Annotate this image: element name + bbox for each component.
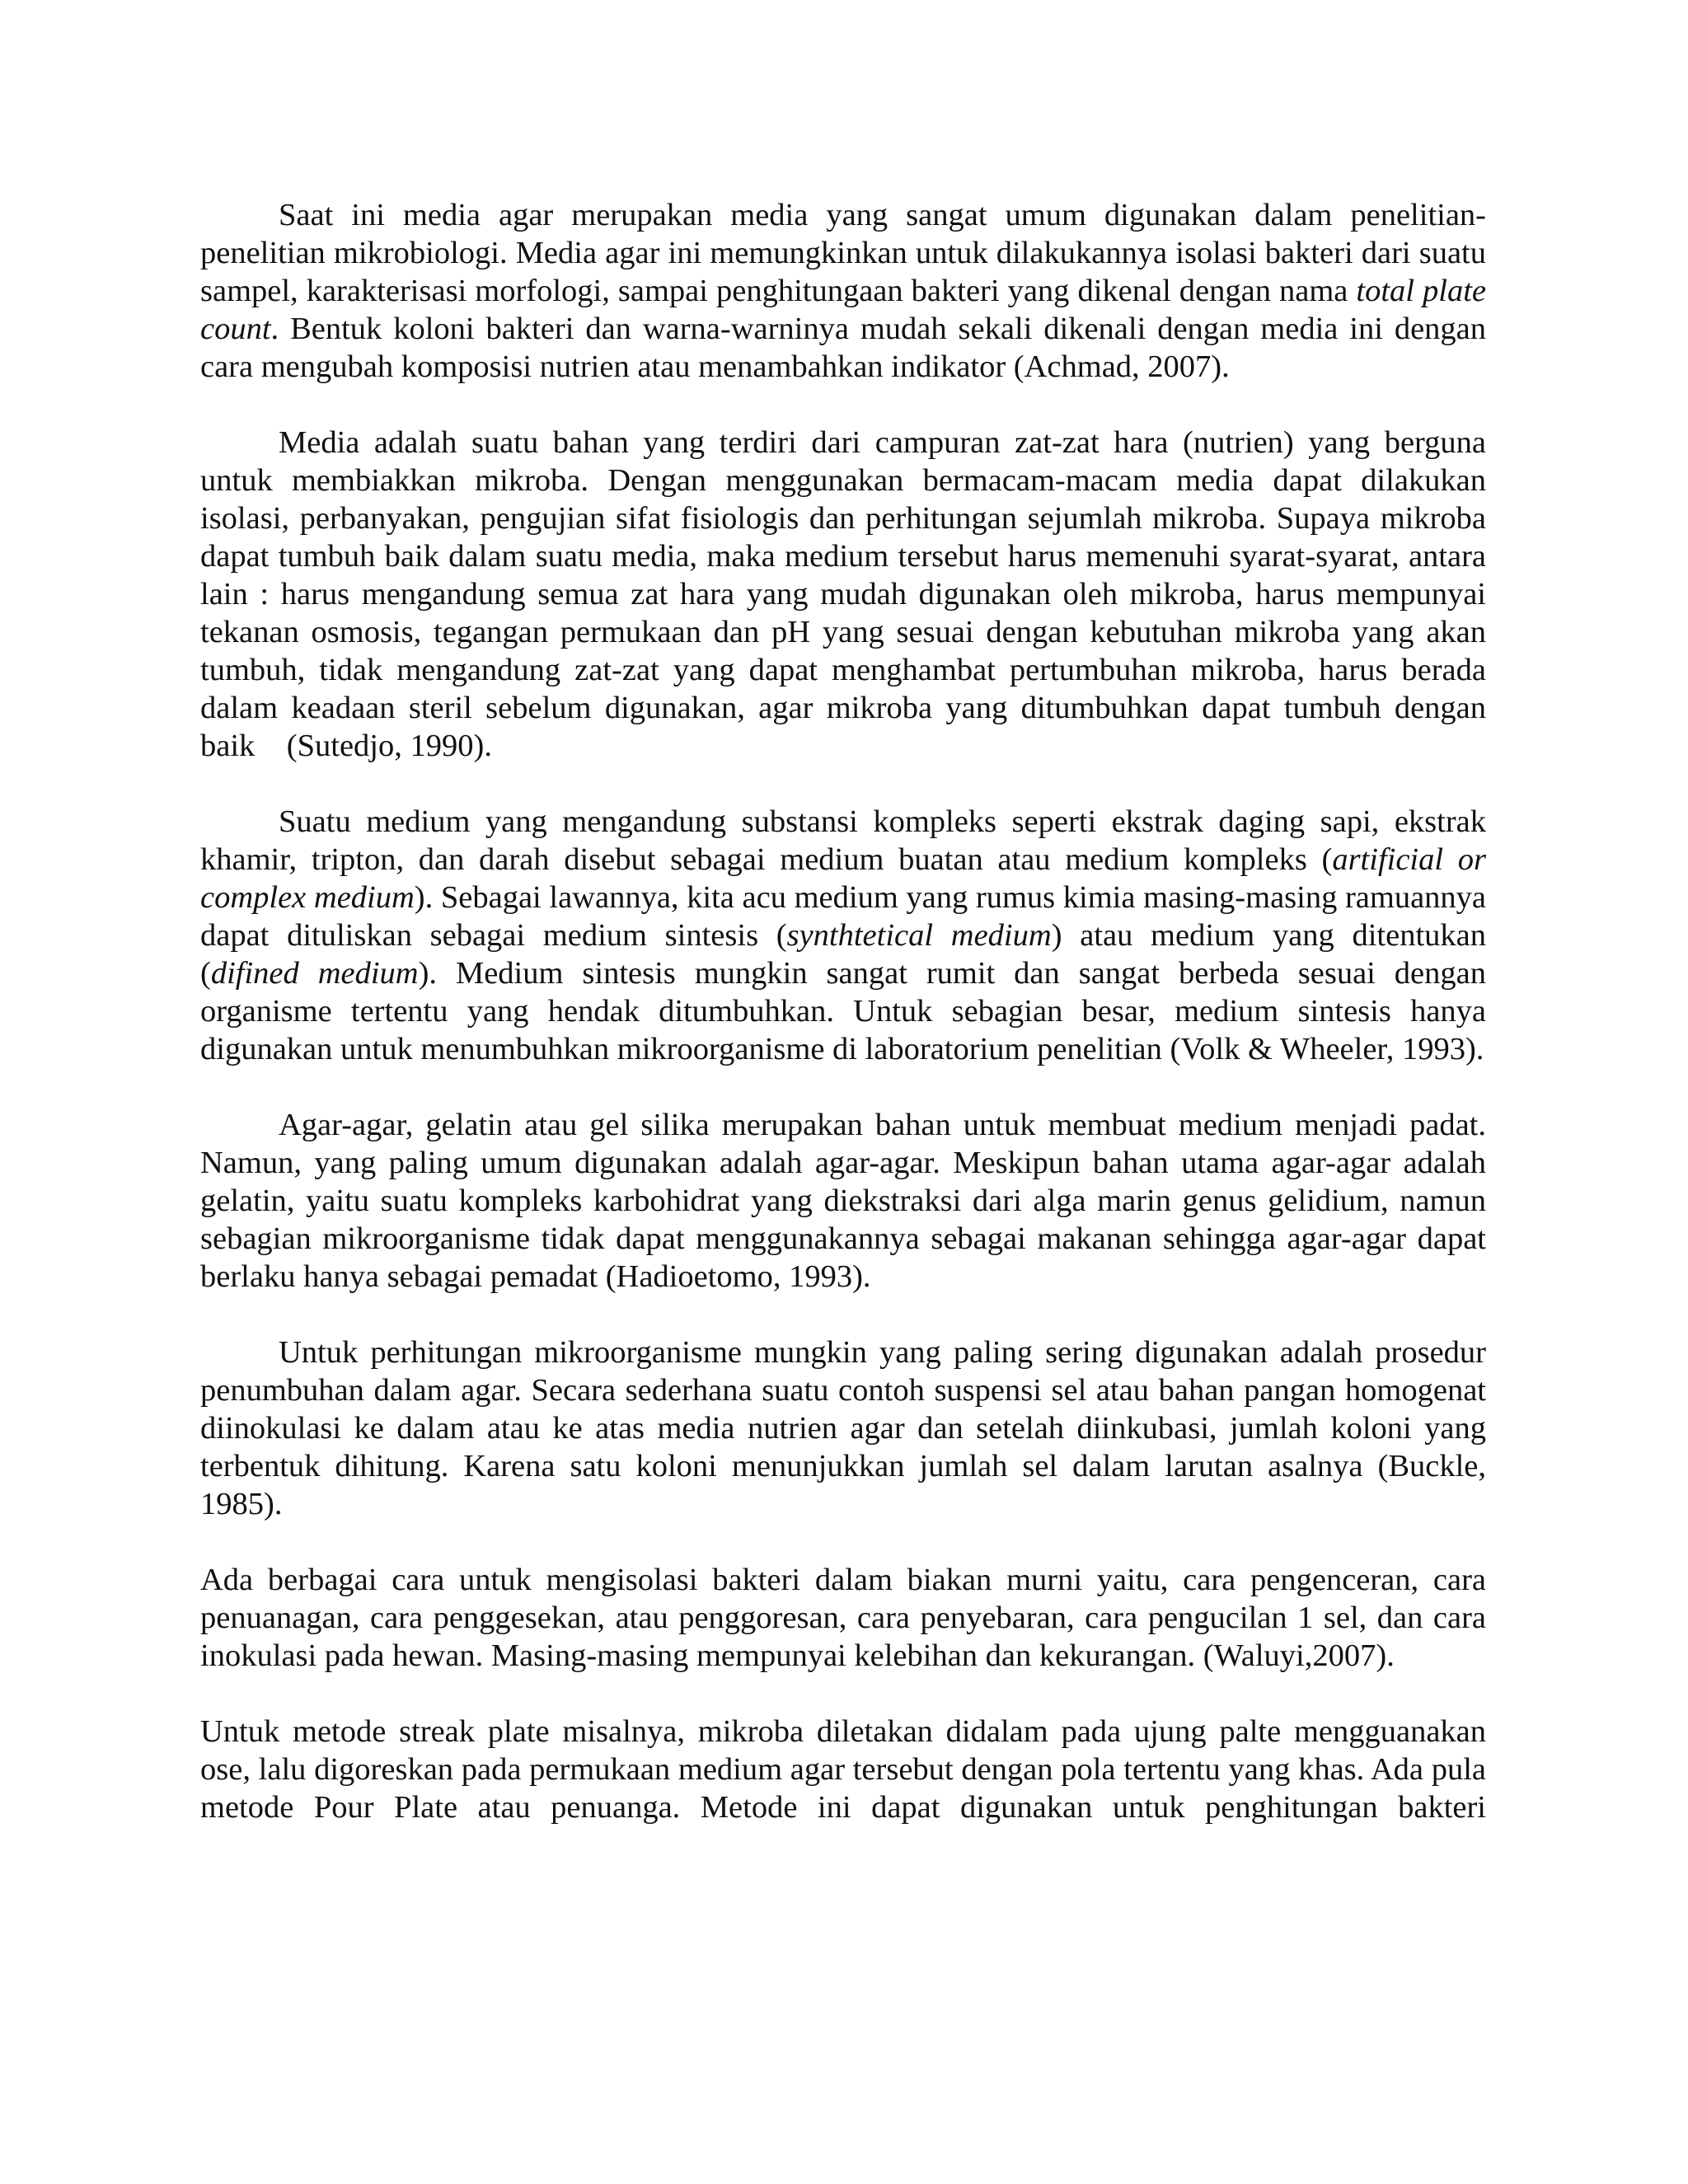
italic-term: total plate count (200, 274, 1487, 346)
paragraph-media-definition (200, 424, 1486, 765)
text-run: Ada berbagai cara untuk mengisolasi bakteri dalam biakan murni yaitu, cara pengenceran, cara penuanagan, cara penggesekan, atau penggoresan, cara penyebaran, cara pengucilan 1 sel, dan cara inokulasi pada hewan. Masing-masing mempunyai kelebihan dan kekurangan. (Waluyi,2007). (200, 1563, 1486, 1673)
paragraph-agar-gelatin (200, 1106, 1486, 1296)
text-run: ). Medium sintesis mungkin sangat rumit dan sangat berbeda sesuai dengan organisme tertentu yang hendak ditumbuhkan. Untuk sebagian besar, medium sintesis hanya digunakan untuk menumbuhkan mikroorganisme di laboratorium penelitian (Volk & Wheeler, 1993). (200, 956, 1486, 1066)
paragraph-microorganism-count (200, 1333, 1486, 1523)
text-run: Agar-agar, gelatin atau gel silika merupakan bahan untuk membuat medium menjadi padat. Namun, yang paling umum digunakan adalah agar-agar. Meskipun bahan utama agar-agar adalah gelatin, yaitu suatu kompleks karbohidrat yang diekstraksi dari alga marin genus gelidium, namun sebagian mikroorganisme tidak dapat menggunakannya sebagai makanan sehingga agar-agar dapat berlaku hanya sebagai pemadat (Hadioetomo, 1993). (200, 1108, 1486, 1294)
text-run: Untuk perhitungan mikroorganisme mungkin yang paling sering digunakan adalah prosedur penumbuhan dalam agar. Secara sederhana suatu contoh suspensi sel atau bahan pangan homogenat diinokulasi ke dalam atau ke atas media nutrien agar dan setelah diinkubasi, jumlah koloni yang terbentuk dihitung. Karena satu koloni menunjukkan jumlah sel dalam larutan asalnya (Buckle, 1985). (200, 1335, 1486, 1521)
text-run: Untuk metode streak plate misalnya, mikroba diletakan didalam pada ujung palte mengguanakan ose, lalu digoreskan pada permukaan medium agar tersebut dengan pola tertentu yang khas. Ada pula metode Pour Plate atau penuanga. Metode ini dapat digunakan untuk penghitungan bakteri (200, 1714, 1486, 1825)
paragraph-agar-media (200, 196, 1486, 386)
document-page (200, 196, 1486, 1826)
text-run: ) atau medium yang ditentukan ( (200, 918, 1486, 991)
text-run: Media adalah suatu bahan yang terdiri dari campuran zat-zat hara (nutrien) yang berguna untuk membiakkan mikroba. Dengan menggunakan bermacam-macam media dapat dilakukan isolasi, perbanyakan, pengujian sifat fisiologis dan perhitungan sejumlah mikroba. Supaya mikroba dapat tumbuh baik dalam suatu media, maka medium tersebut harus memenuhi syarat-syarat, antara lain : harus mengandung semua zat hara yang mudah digunakan oleh mikroba, harus mempunyai tekanan osmosis, tegangan permukaan dan pH yang sesuai dengan kebutuhan mikroba yang akan tumbuh, tidak mengandung zat-zat yang dapat menghambat pertumbuhan mikroba, harus berada dalam keadaan steril sebelum digunakan, agar mikroba yang ditumbuhkan dapat tumbuh dengan baik (Sutedjo, 1990). (200, 425, 1486, 763)
paragraph-streak-plate (200, 1713, 1486, 1826)
italic-term: difined medium (210, 956, 419, 991)
italic-term: synthtetical medium (786, 918, 1052, 953)
text-run: . Bentuk koloni bakteri dan warna-warninya mudah sekali dikenali dengan media ini dengan cara mengubah komposisi nutrien atau menambahkan indikator (Achmad, 2007). (200, 312, 1486, 384)
text-run: ). Sebagai lawannya, kita acu medium yang rumus kimia masing-masing ramuannya dapat dituliskan sebagai medium sintesis ( (200, 880, 1486, 953)
text-run: Saat ini media agar merupakan media yang sangat umum digunakan dalam penelitian-penelitian mikrobiologi. Media agar ini memungkinkan untuk dilakukannya isolasi bakteri dari suatu sampel, karakterisasi morfologi, sampai penghitungaan bakteri yang dikenal dengan nama (200, 198, 1486, 308)
paragraph-complex-medium (200, 803, 1486, 1068)
text-run: Suatu medium yang mengandung substansi kompleks seperti ekstrak daging sapi, ekstrak khamir, tripton, dan darah disebut sebagai medium buatan atau medium kompleks ( (200, 804, 1486, 877)
italic-term: artificial or complex medium (200, 842, 1486, 915)
paragraph-isolation-methods (200, 1561, 1486, 1675)
